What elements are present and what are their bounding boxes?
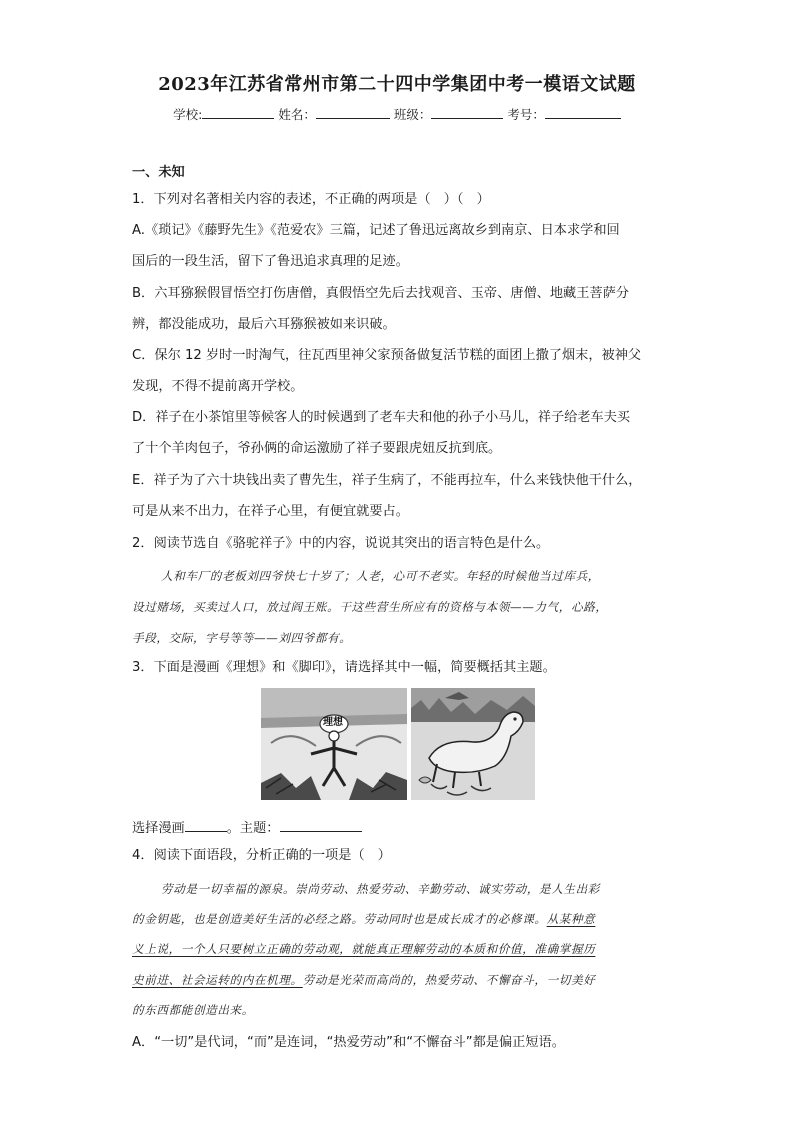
q1-option-e-line2: 可是从来不出力，在祥子心里，有便宜就要占。 [132,504,409,519]
choose-comic-blank[interactable] [185,817,227,832]
exam-no-blank[interactable] [545,104,621,119]
q2-stem: 2．阅读节选自《骆驼祥子》中的内容，说说其突出的语言特色是什么。 [132,536,550,551]
q3-stem: 3．下面是漫画《理想》和《脚印》，请选择其中一幅，简要概括其主题。 [132,660,556,675]
q4-passage-line3 [132,941,672,957]
class-label: 班级： [393,107,432,122]
comic-ideal-caption: 理想 [323,717,343,728]
q3-answer-row [132,817,672,838]
q4-underlined-d: 史前进、社会运转的内在机理。 [132,973,303,987]
q2-passage-line1: 人和车厂的老板刘四爷快七十岁了；人老，心可不老实。年轻的时候他当过库兵， [161,569,600,583]
q1-option-b-line2: 辨，都没能成功，最后六耳猕猴被如来识破。 [132,317,396,332]
q2-passage-line3: 手段，交际，字号等等——刘四爷都有。 [132,631,352,645]
q1-option-a-line2: 国后的一段生活，留下了鲁迅追求真理的足迹。 [132,254,409,269]
choose-comic-label: 选择漫画 [132,821,185,836]
q1-option-c-line1: C．保尔 12 岁时一时淘气，往瓦西里神父家预备做复活节糕的面团上撒了烟末，被神父 [132,348,642,363]
q1-option-e-line1: E．祥子为了六十块钱出卖了曹先生，祥子生病了，不能再拉车，什么来钱快他干什么， [132,473,642,488]
q4-passage-line2 [132,911,672,927]
theme-blank[interactable] [280,817,362,832]
q1-option-a-line1: A.《琐记》《藤野先生》《范爱农》三篇，记述了鲁迅远离故乡到南京、日本求学和回 [132,223,620,238]
name-blank[interactable] [316,104,390,119]
school-label: 学校: [173,107,203,122]
q4-underlined-b: 义上说，一个人只要树立正确的劳动观，就能真正理解劳动的本质和价值， [132,942,535,956]
name-label: 姓名： [278,107,316,122]
theme-label: 。主题： [226,821,280,836]
comic-ideal-drawing [261,688,407,800]
q4-passage-line1: 劳动是一切幸福的源泉。崇尚劳动、热爱劳动、辛勤劳动、诚实劳动，是人生出彩 [161,882,600,896]
q1-option-b-line1: B．六耳猕猴假冒悟空打伤唐僧，真假悟空先后去找观音、玉帝、唐僧、地藏王菩萨分 [132,286,629,301]
q4-passage-line5: 的东西都能创造出来。 [132,1003,254,1017]
comic-ideal-image [261,688,407,800]
class-blank[interactable] [431,104,503,119]
q4-passage-line4 [132,972,672,988]
q1-option-d-line2: 了十个羊肉包子，爷孙俩的命运激励了祥子要跟虎妞反抗到底。 [132,441,502,456]
exam-no-label: 考号： [507,107,545,122]
q4-passage-line4-text: 劳动是光荣而高尚的，热爱劳动、不懈奋斗，一切美好 [302,973,596,987]
q1-option-d-line1: D．祥子在小茶馆里等候客人的时候遇到了老车夫和他的孙子小马儿，祥子给老车夫买 [132,410,631,425]
q4-underlined-c: 准确掌握历 [534,942,596,956]
comic-strip [261,688,535,800]
student-info-row [0,104,794,123]
q2-passage-line2: 设过赌场，买卖过人口，放过阎王账。干这些营生所应有的资格与本领——力气，心路， [132,600,608,614]
q4-passage-line2-text: 的金钥匙，也是创造美好生活的必经之路。劳动同时也是成长成才的必修课。 [132,912,547,926]
school-blank[interactable] [202,104,274,119]
q1-stem: 1．下列对名著相关内容的表述，不正确的两项是（ ）（ ） [132,192,490,207]
section-heading: 一、未知 [132,165,185,180]
comic-footprint-image [411,688,535,800]
q4-stem: 4．阅读下面语段，分析正确的一项是（ ） [132,848,391,863]
exam-title: 2023年江苏省常州市第二十四中学集团中考一模语文试题 [158,74,636,95]
q1-option-c-line2: 发现，不得不提前离开学校。 [132,379,304,394]
q4-option-a: A．“一切”是代词，“而”是连词，“热爱劳动”和“不懈奋斗”都是偏正短语。 [132,1035,565,1050]
comic-footprint-drawing [411,688,535,800]
q4-underlined-a: 从某种意 [546,912,596,926]
